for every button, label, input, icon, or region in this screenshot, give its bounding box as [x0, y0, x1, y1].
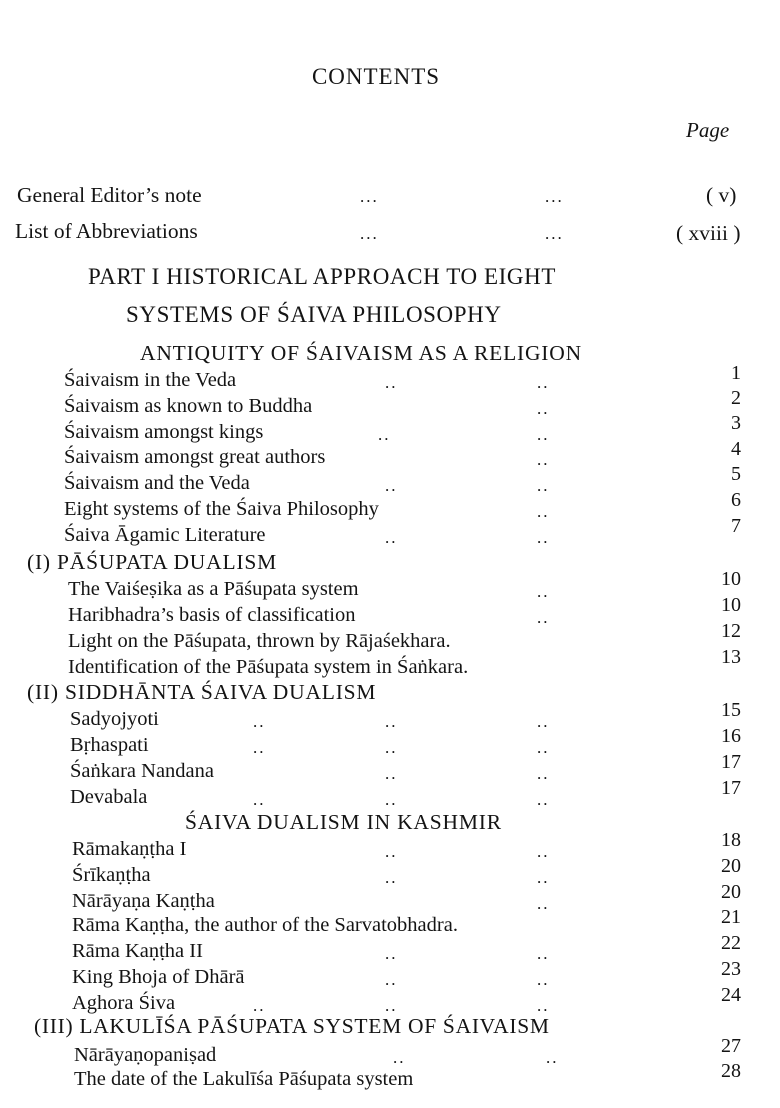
toc-entry-page: ( v) [706, 183, 737, 207]
toc-entry-page: 6 [731, 489, 741, 511]
toc-entry-label: King Bhoja of Dhārā [72, 966, 245, 988]
leader-dots: .. [393, 1048, 406, 1067]
leader-dots: .. [537, 373, 550, 392]
leader-dots: .. [385, 996, 398, 1015]
toc-entry-label: Rāma Kaṇṭha, the author of the Sarvatobhadra. [72, 914, 458, 936]
page-column-label: Page [686, 118, 730, 142]
section-heading: ŚAIVA DUALISM IN KASHMIR [185, 810, 502, 834]
leader-dots: .. [253, 712, 266, 731]
leader-dots: .. [537, 528, 550, 547]
toc-entry-page: 1 [731, 362, 741, 384]
leader-dots: ... [360, 224, 379, 243]
toc-entry-label: Haribhadra’s basis of classification [68, 604, 356, 626]
toc-entry-label: The Vaiśeṣika as a Pāśupata system [68, 578, 359, 600]
toc-entry-page: 15 [721, 699, 741, 721]
leader-dots: ... [545, 187, 564, 206]
leader-dots: .. [537, 399, 550, 418]
leader-dots: .. [253, 738, 266, 757]
part-heading-line: PART I HISTORICAL APPROACH TO EIGHT [88, 264, 556, 289]
toc-entry-label: Śaiva Āgamic Literature [64, 524, 266, 546]
leader-dots: .. [537, 608, 550, 627]
toc-entry-page: 24 [721, 984, 741, 1006]
leader-dots: .. [537, 868, 550, 887]
leader-dots: .. [385, 373, 398, 392]
leader-dots: .. [385, 842, 398, 861]
toc-entry-page: 23 [721, 958, 741, 980]
leader-dots: .. [537, 894, 550, 913]
leader-dots: .. [385, 790, 398, 809]
toc-entry-label: Light on the Pāśupata, thrown by Rājaśekhara. [68, 630, 451, 652]
leader-dots: .. [537, 582, 550, 601]
toc-entry-page: 28 [721, 1060, 741, 1082]
toc-entry-page: 2 [731, 387, 741, 409]
toc-entry-page: 17 [721, 777, 741, 799]
toc-entry-label: Nārāyaṇopaniṣad [74, 1044, 217, 1066]
toc-entry-label: Sadyojyoti [70, 708, 159, 730]
toc-entry-page: 16 [721, 725, 741, 747]
leader-dots: .. [253, 996, 266, 1015]
toc-entry-page: 20 [721, 855, 741, 877]
toc-entry-page: 17 [721, 751, 741, 773]
toc-entry-page: 12 [721, 620, 741, 642]
leader-dots: .. [385, 528, 398, 547]
toc-entry-label: General Editor’s note [17, 183, 202, 207]
toc-entry-label: Nārāyaṇa Kaṇṭha [72, 890, 215, 912]
toc-entry-page: 18 [721, 829, 741, 851]
toc-entry-page: 20 [721, 881, 741, 903]
toc-entry-page: 13 [721, 646, 741, 668]
leader-dots: .. [537, 996, 550, 1015]
toc-entry-label: Identification of the Pāśupata system in Śaṅkara. [68, 656, 469, 678]
toc-entry-page: 22 [721, 932, 741, 954]
leader-dots: .. [537, 425, 550, 444]
toc-entry-page: 7 [731, 515, 741, 537]
toc-entry-page: 21 [721, 906, 741, 928]
toc-entry-label: The date of the Lakulīśa Pāśupata system [74, 1068, 414, 1090]
toc-entry-page: ( xviii ) [676, 221, 741, 245]
toc-entry-page: 27 [721, 1035, 741, 1057]
toc-entry-label: Śaivaism amongst great authors [64, 446, 326, 468]
leader-dots: .. [546, 1048, 559, 1067]
section-heading: (II) SIDDHĀNTA ŚAIVA DUALISM [27, 680, 377, 704]
toc-entry-label: Devabala [70, 786, 148, 808]
leader-dots: .. [385, 868, 398, 887]
toc-entry-label: Rāma Kaṇṭha II [72, 940, 203, 962]
toc-entry-label: Śaivaism as known to Buddha [64, 395, 313, 417]
leader-dots: .. [385, 476, 398, 495]
leader-dots: .. [537, 764, 550, 783]
leader-dots: .. [385, 712, 398, 731]
leader-dots: .. [385, 764, 398, 783]
toc-entry-label: List of Abbreviations [15, 219, 198, 243]
leader-dots: .. [378, 425, 391, 444]
toc-entry-label: Śaṅkara Nandana [70, 760, 215, 782]
leader-dots: .. [537, 738, 550, 757]
leader-dots: .. [537, 842, 550, 861]
toc-entry-page: 4 [731, 438, 741, 460]
leader-dots: .. [537, 944, 550, 963]
toc-entry-label: Rāmakaṇṭha I [72, 838, 187, 860]
section-heading: ANTIQUITY OF ŚAIVAISM AS A RELIGION [140, 341, 582, 365]
leader-dots: .. [253, 790, 266, 809]
leader-dots: .. [385, 738, 398, 757]
toc-entry-label: Bṛhaspati [70, 734, 149, 756]
section-heading: (I) PĀŚUPATA DUALISM [27, 550, 278, 574]
leader-dots: .. [385, 944, 398, 963]
toc-entry-label: Eight systems of the Śaiva Philosophy [64, 498, 379, 520]
toc-entry-label: Aghora Śiva [72, 992, 176, 1014]
leader-dots: .. [537, 712, 550, 731]
toc-entry-page: 10 [721, 568, 741, 590]
toc-entry-page: 3 [731, 412, 741, 434]
leader-dots: ... [360, 187, 379, 206]
leader-dots: .. [537, 476, 550, 495]
toc-entry-label: Śrīkaṇṭha [72, 864, 151, 886]
leader-dots: ... [545, 224, 564, 243]
leader-dots: .. [537, 502, 550, 521]
toc-entry-label: Śaivaism and the Veda [64, 472, 250, 494]
toc-entry-page: 5 [731, 463, 741, 485]
toc-entry-label: Śaivaism in the Veda [64, 369, 237, 391]
toc-entry-page: 10 [721, 594, 741, 616]
leader-dots: .. [537, 970, 550, 989]
toc-entry-label: Śaivaism amongst kings [64, 421, 264, 443]
leader-dots: .. [537, 450, 550, 469]
page-title: CONTENTS [311, 64, 441, 89]
section-heading: (III) LAKULĪŚA PĀŚUPATA SYSTEM OF ŚAIVAISM [34, 1014, 550, 1038]
leader-dots: .. [385, 970, 398, 989]
part-heading-line: SYSTEMS OF ŚAIVA PHILOSOPHY [126, 302, 502, 327]
leader-dots: .. [537, 790, 550, 809]
